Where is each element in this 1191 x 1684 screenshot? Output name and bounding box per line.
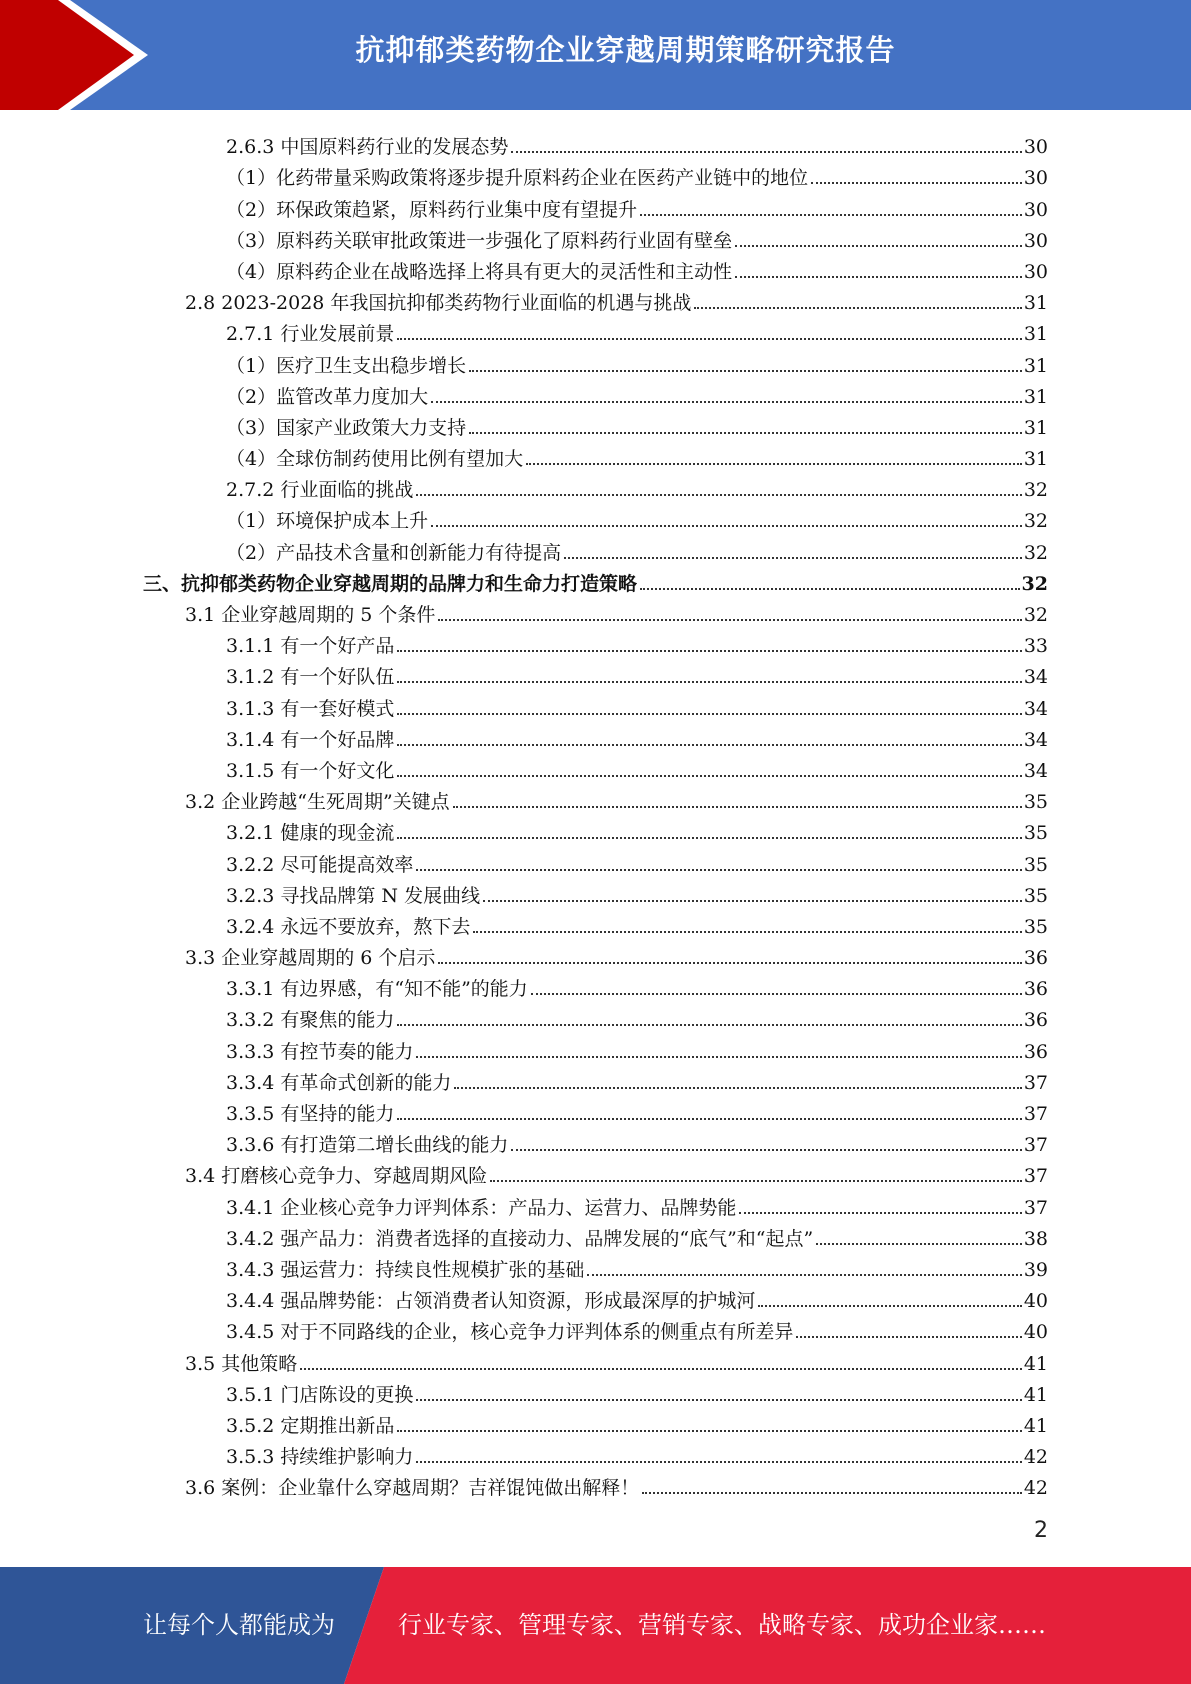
toc-entry-label: 3.3.2 有聚焦的能力 bbox=[226, 1009, 395, 1032]
toc-entry-label: 3.1.3 有一套好模式 bbox=[226, 697, 395, 720]
toc-entry-page: 32 bbox=[1021, 572, 1048, 595]
toc-leader-dots bbox=[694, 307, 1021, 309]
toc-entry[interactable] bbox=[0, 1001, 1048, 1032]
toc-entry-label: 3.4 打磨核心竞争力、穿越周期风险 bbox=[185, 1165, 488, 1188]
toc-leader-dots bbox=[758, 1305, 1021, 1307]
toc-entry-page: 40 bbox=[1023, 1290, 1048, 1313]
toc-entry-page: 35 bbox=[1023, 884, 1048, 907]
toc-entry[interactable] bbox=[0, 877, 1048, 908]
toc-leader-dots bbox=[397, 1024, 1021, 1026]
footer-slogan-right: 行业专家、管理专家、营销专家、战略专家、成功企业家…… bbox=[398, 1611, 1046, 1639]
toc-entry[interactable] bbox=[0, 284, 1048, 315]
toc-entry-label: （1）医疗卫生支出稳步增长 bbox=[226, 354, 467, 377]
toc-leader-dots bbox=[564, 557, 1022, 559]
toc-entry-label: （3）国家产业政策大力支持 bbox=[226, 416, 467, 439]
toc-entry-page: 35 bbox=[1023, 791, 1048, 814]
toc-entry-page: 37 bbox=[1023, 1103, 1048, 1125]
toc-leader-dots bbox=[587, 1274, 1021, 1276]
toc-entry[interactable] bbox=[0, 346, 1048, 377]
toc-entry-page: 31 bbox=[1023, 323, 1048, 346]
toc-entry-page: 30 bbox=[1023, 167, 1048, 190]
toc-leader-dots bbox=[454, 1087, 1021, 1089]
toc-entry-label: 3.1 企业穿越周期的 5 个条件 bbox=[185, 604, 436, 626]
toc-leader-dots bbox=[397, 837, 1021, 839]
toc-leader-dots bbox=[483, 900, 1022, 902]
toc-entry[interactable] bbox=[0, 627, 1048, 658]
toc-entry-label: 3.3.3 有控节奏的能力 bbox=[226, 1040, 414, 1063]
toc-entry[interactable] bbox=[0, 1032, 1048, 1063]
toc-entry-page: 32 bbox=[1023, 479, 1048, 502]
toc-entry-page: 41 bbox=[1023, 1414, 1048, 1437]
toc-entry-page: 41 bbox=[1023, 1383, 1048, 1406]
toc-entry[interactable] bbox=[0, 1126, 1048, 1157]
toc-entry-page: 35 bbox=[1023, 822, 1048, 845]
toc-entry-label: （2）产品技术含量和创新能力有待提高 bbox=[226, 541, 562, 564]
toc-entry-label: （4）全球仿制药使用比例有望加大 bbox=[226, 448, 524, 471]
toc-entry-page: 34 bbox=[1023, 697, 1048, 720]
toc-entry[interactable] bbox=[0, 845, 1048, 876]
toc-entry[interactable] bbox=[0, 658, 1048, 689]
toc-entry-page: 31 bbox=[1023, 416, 1048, 439]
toc-entry[interactable] bbox=[0, 1282, 1048, 1313]
toc-entry-page: 33 bbox=[1023, 635, 1048, 658]
toc-entry-label: 3.4.1 企业核心竞争力评判体系：产品力、运营力、品牌势能 bbox=[226, 1196, 737, 1219]
toc-entry-label: 3.5 其他策略 bbox=[185, 1352, 298, 1375]
toc-leader-dots bbox=[431, 401, 1022, 403]
toc-entry-page: 30 bbox=[1023, 198, 1048, 221]
toc-leader-dots bbox=[490, 1180, 1022, 1182]
toc-entry-label: 3.1.5 有一个好文化 bbox=[226, 759, 395, 782]
toc-entry-label: 3.1.1 有一个好产品 bbox=[226, 635, 395, 658]
toc-entry[interactable] bbox=[0, 533, 1048, 564]
toc-entry[interactable] bbox=[0, 159, 1048, 190]
toc-entry-label: 3.5.3 持续维护影响力 bbox=[226, 1446, 414, 1469]
toc-entry-label: 3.5.1 门店陈设的更换 bbox=[226, 1383, 414, 1406]
toc-entry-label: 3.4.2 强产品力：消费者选择的直接动力、品牌发展的“底气”和“起点” bbox=[226, 1227, 814, 1250]
toc-leader-dots bbox=[526, 463, 1022, 465]
toc-leader-dots bbox=[431, 525, 1022, 527]
toc-entry-label: 3.4.4 强品牌势能：占领消费者认知资源，形成最深厚的护城河 bbox=[226, 1290, 756, 1313]
toc-leader-dots bbox=[511, 151, 1021, 153]
toc-entry-label: 3.1.2 有一个好队伍 bbox=[226, 666, 395, 689]
toc-leader-dots bbox=[511, 1149, 1021, 1151]
toc-entry-label: 3.4.3 强运营力：持续良性规模扩张的基础 bbox=[226, 1258, 585, 1281]
toc-entry-page: 32 bbox=[1023, 604, 1048, 626]
toc-leader-dots bbox=[438, 619, 1021, 621]
toc-entry-page: 37 bbox=[1023, 1196, 1048, 1219]
toc-entry-page: 31 bbox=[1023, 448, 1048, 471]
toc-entry-page: 30 bbox=[1023, 136, 1048, 159]
toc-leader-dots bbox=[397, 1118, 1021, 1120]
toc-entry-label: 3.3.5 有坚持的能力 bbox=[226, 1103, 395, 1125]
toc-entry-label: 3.3.1 有边界感，有“知不能”的能力 bbox=[226, 978, 528, 1001]
toc-entry-label: 三、抗抑郁类药物企业穿越周期的品牌力和生命力打造策略 bbox=[143, 572, 638, 595]
page-number: 2 bbox=[1034, 1518, 1048, 1543]
toc-leader-dots bbox=[416, 1461, 1021, 1463]
toc-leader-dots bbox=[453, 806, 1022, 808]
toc-entry-label: 3.6 案例：企业靠什么穿越周期？吉祥馄饨做出解释！ bbox=[185, 1477, 640, 1500]
toc-entry-page: 37 bbox=[1023, 1165, 1048, 1188]
table-of-contents bbox=[0, 128, 1191, 1500]
toc-entry[interactable] bbox=[0, 970, 1048, 1001]
toc-leader-dots bbox=[469, 432, 1022, 434]
toc-leader-dots bbox=[416, 1056, 1021, 1058]
toc-entry[interactable] bbox=[0, 1376, 1048, 1407]
toc-entry-label: 3.2.2 尽可能提高效率 bbox=[226, 853, 414, 876]
toc-entry-label: 3.2.3 寻找品牌第 N 发展曲线 bbox=[226, 884, 481, 907]
toc-leader-dots bbox=[735, 276, 1022, 278]
toc-entry[interactable] bbox=[0, 502, 1048, 533]
toc-entry-label: 2.7.2 行业面临的挑战 bbox=[226, 479, 414, 502]
toc-entry[interactable] bbox=[0, 565, 1048, 596]
toc-entry-page: 36 bbox=[1023, 947, 1048, 970]
toc-leader-dots bbox=[397, 681, 1021, 683]
toc-entry-label: 3.2.1 健康的现金流 bbox=[226, 822, 395, 845]
toc-entry[interactable] bbox=[0, 378, 1048, 409]
toc-leader-dots bbox=[397, 713, 1021, 715]
toc-entry-label: （1）化药带量采购政策将逐步提升原料药企业在医药产业链中的地位 bbox=[226, 167, 809, 190]
toc-entry-label: 3.4.5 对于不同路线的企业，核心竞争力评判体系的侧重点有所差异 bbox=[226, 1321, 794, 1344]
toc-leader-dots bbox=[397, 338, 1021, 340]
toc-entry-page: 41 bbox=[1023, 1352, 1048, 1375]
toc-entry[interactable] bbox=[0, 1438, 1048, 1469]
toc-entry-page: 42 bbox=[1023, 1446, 1048, 1469]
toc-leader-dots bbox=[811, 182, 1022, 184]
toc-entry[interactable] bbox=[0, 689, 1048, 720]
toc-entry-page: 34 bbox=[1023, 728, 1048, 751]
toc-leader-dots bbox=[796, 1336, 1021, 1338]
toc-leader-dots bbox=[473, 931, 1021, 933]
toc-entry[interactable] bbox=[0, 939, 1048, 970]
toc-leader-dots bbox=[397, 1430, 1021, 1432]
toc-entry-label: 3.3.6 有打造第二增长曲线的能力 bbox=[226, 1134, 509, 1157]
toc-entry[interactable] bbox=[0, 440, 1048, 471]
toc-entry-page: 37 bbox=[1023, 1071, 1048, 1094]
toc-entry[interactable] bbox=[0, 1251, 1048, 1282]
toc-entry-page: 30 bbox=[1023, 260, 1048, 283]
toc-entry-page: 35 bbox=[1023, 915, 1048, 938]
toc-entry[interactable] bbox=[0, 814, 1048, 845]
toc-entry[interactable] bbox=[0, 721, 1048, 752]
toc-entry-page: 37 bbox=[1023, 1134, 1048, 1157]
toc-entry-label: 2.8 2023-2028 年我国抗抑郁类药物行业面临的机遇与挑战 bbox=[185, 292, 692, 315]
toc-leader-dots bbox=[397, 650, 1021, 652]
toc-entry[interactable] bbox=[0, 128, 1048, 159]
toc-entry-label: 2.7.1 行业发展前景 bbox=[226, 323, 395, 346]
toc-leader-dots bbox=[416, 494, 1021, 496]
toc-entry-page: 38 bbox=[1023, 1227, 1048, 1250]
toc-entry[interactable] bbox=[0, 1469, 1048, 1500]
toc-entry[interactable] bbox=[0, 1095, 1048, 1126]
toc-leader-dots bbox=[816, 1243, 1022, 1245]
toc-entry-label: （1）环境保护成本上升 bbox=[226, 510, 429, 533]
toc-entry[interactable] bbox=[0, 1313, 1048, 1344]
toc-entry-page: 34 bbox=[1023, 759, 1048, 782]
toc-leader-dots bbox=[531, 993, 1022, 995]
toc-leader-dots bbox=[640, 214, 1022, 216]
toc-entry-label: 3.3.4 有革命式创新的能力 bbox=[226, 1071, 452, 1094]
page-footer bbox=[0, 1567, 1191, 1684]
toc-entry[interactable] bbox=[0, 596, 1048, 627]
toc-entry-label: 3.3 企业穿越周期的 6 个启示 bbox=[185, 947, 436, 970]
toc-leader-dots bbox=[397, 744, 1021, 746]
toc-entry[interactable] bbox=[0, 471, 1048, 502]
toc-entry[interactable] bbox=[0, 1064, 1048, 1095]
toc-entry-page: 42 bbox=[1023, 1477, 1048, 1500]
toc-entry[interactable] bbox=[0, 1157, 1048, 1188]
toc-entry[interactable] bbox=[0, 1220, 1048, 1251]
footer-slogan-left: 让每个人都能成为 bbox=[143, 1611, 335, 1639]
toc-entry-page: 34 bbox=[1023, 666, 1048, 689]
toc-leader-dots bbox=[640, 588, 1020, 590]
document-title: 抗抑郁类药物企业穿越周期策略研究报告 bbox=[355, 33, 896, 67]
toc-leader-dots bbox=[739, 1212, 1021, 1214]
toc-entry-label: （2）环保政策趋紧，原料药行业集中度有望提升 bbox=[226, 198, 638, 221]
toc-entry-label: （2）监管改革力度加大 bbox=[226, 385, 429, 408]
toc-leader-dots bbox=[735, 245, 1022, 247]
toc-leader-dots bbox=[469, 370, 1022, 372]
toc-entry-label: （3）原料药关联审批政策进一步强化了原料药行业固有壁垒 bbox=[226, 229, 733, 252]
toc-entry-label: 2.6.3 中国原料药行业的发展态势 bbox=[226, 136, 509, 159]
toc-entry-page: 36 bbox=[1023, 978, 1048, 1001]
toc-entry-page: 32 bbox=[1023, 541, 1048, 564]
toc-entry[interactable] bbox=[0, 315, 1048, 346]
toc-entry-label: 3.2.4 永远不要放弃，熬下去 bbox=[226, 915, 471, 938]
toc-entry[interactable] bbox=[0, 908, 1048, 939]
toc-entry[interactable] bbox=[0, 1188, 1048, 1219]
toc-leader-dots bbox=[416, 1399, 1021, 1401]
toc-leader-dots bbox=[416, 869, 1021, 871]
toc-entry-page: 31 bbox=[1023, 292, 1048, 315]
toc-entry-page: 35 bbox=[1023, 853, 1048, 876]
toc-entry-page: 32 bbox=[1023, 510, 1048, 533]
toc-entry-label: （4）原料药企业在战略选择上将具有更大的灵活性和主动性 bbox=[226, 260, 733, 283]
toc-entry-page: 31 bbox=[1023, 354, 1048, 377]
toc-entry[interactable] bbox=[0, 253, 1048, 284]
toc-entry-page: 40 bbox=[1023, 1321, 1048, 1344]
toc-entry[interactable] bbox=[0, 190, 1048, 221]
toc-entry[interactable] bbox=[0, 409, 1048, 440]
toc-entry-page: 30 bbox=[1023, 229, 1048, 252]
toc-entry-label: 3.2 企业跨越“生死周期”关键点 bbox=[185, 791, 450, 814]
toc-entry-page: 36 bbox=[1023, 1040, 1048, 1063]
toc-entry[interactable] bbox=[0, 783, 1048, 814]
toc-leader-dots bbox=[642, 1492, 1022, 1494]
toc-entry-page: 36 bbox=[1023, 1009, 1048, 1032]
toc-entry[interactable] bbox=[0, 222, 1048, 253]
toc-entry-page: 39 bbox=[1023, 1258, 1048, 1281]
toc-leader-dots bbox=[397, 775, 1021, 777]
toc-entry[interactable] bbox=[0, 1407, 1048, 1438]
toc-entry-label: 3.5.2 定期推出新品 bbox=[226, 1414, 395, 1437]
toc-leader-dots bbox=[438, 962, 1021, 964]
toc-entry-page: 31 bbox=[1023, 385, 1048, 408]
page-header bbox=[0, 0, 1191, 110]
toc-entry[interactable] bbox=[0, 752, 1048, 783]
toc-leader-dots bbox=[300, 1368, 1022, 1370]
toc-entry-label: 3.1.4 有一个好品牌 bbox=[226, 728, 395, 751]
toc-entry[interactable] bbox=[0, 1344, 1048, 1375]
